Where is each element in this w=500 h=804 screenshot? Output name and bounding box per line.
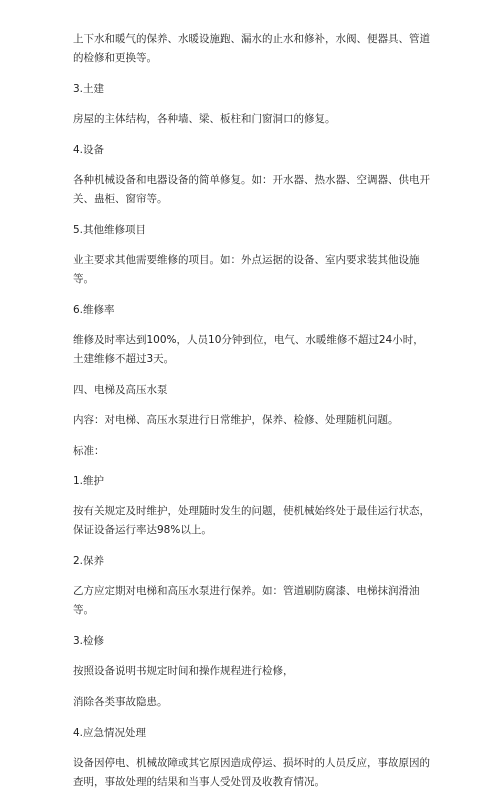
heading-standards: 标准： [73, 445, 105, 457]
document-page [73, 30, 433, 804]
paragraph-emergency: 设备因停电、机械故障或其它原因造成停运、损坏时的人员反应，事故原因的查明，事故处理的结果和当事人受处罚及收教育情况。 [73, 757, 430, 788]
heading-emergency: 4.应急情况处理 [73, 727, 147, 739]
paragraph-servicing: 乙方应定期对电梯和高压水泵进行保养。如：管道刷防腐漆、电梯抹润滑油等。 [73, 585, 420, 616]
heading-elevator-pump: 四、电梯及高压水泵 [73, 384, 168, 396]
heading-inspection: 3.检修 [73, 635, 105, 647]
paragraph-elevator-content: 内容：对电梯、高压水泵进行日常维护，保养、检修、处理随机问题。 [73, 414, 399, 426]
paragraph-inspection: 按照设备说明书规定时间和操作规程进行检修， [73, 665, 294, 677]
heading-civil-works: 3.土建 [73, 83, 105, 95]
paragraph-equipment: 各种机械设备和电器设备的简单修复。如：开水器、热水器、空调器、供电开关、蛊柜、窗帘等。 [73, 174, 430, 205]
paragraph-plumbing-scope: 上下水和暖气的保养、水暖设施跑、漏水的止水和修补，水阀、便器具、管道的检修和更换等。 [73, 33, 430, 64]
paragraph-civil-works: 房屋的主体结构，各种墙、梁、板柱和门窗洞口的修复。 [73, 113, 336, 125]
paragraph-repair-rate: 维修及时率达到100%，人员10分钟到位，电气、水暖维修不超过24小时，土建维修不超过3天。 [73, 334, 424, 365]
paragraph-hazard-elimination: 消除各类事故隐患。 [73, 696, 168, 708]
heading-repair-rate: 6.维修率 [73, 304, 115, 316]
heading-maintenance: 1.维护 [73, 475, 105, 487]
heading-equipment: 4.设备 [73, 144, 105, 156]
heading-servicing: 2.保养 [73, 555, 105, 567]
heading-other-repairs: 5.其他维修项目 [73, 224, 147, 236]
paragraph-other-repairs: 业主要求其他需要维修的项目。如：外点运据的设备、室内要求装其他设施等。 [73, 254, 420, 285]
paragraph-maintenance: 按有关规定及时维护，处理随时发生的问题，使机械始终处于最佳运行状态，保证设备运行率达98%以上。 [73, 505, 430, 536]
